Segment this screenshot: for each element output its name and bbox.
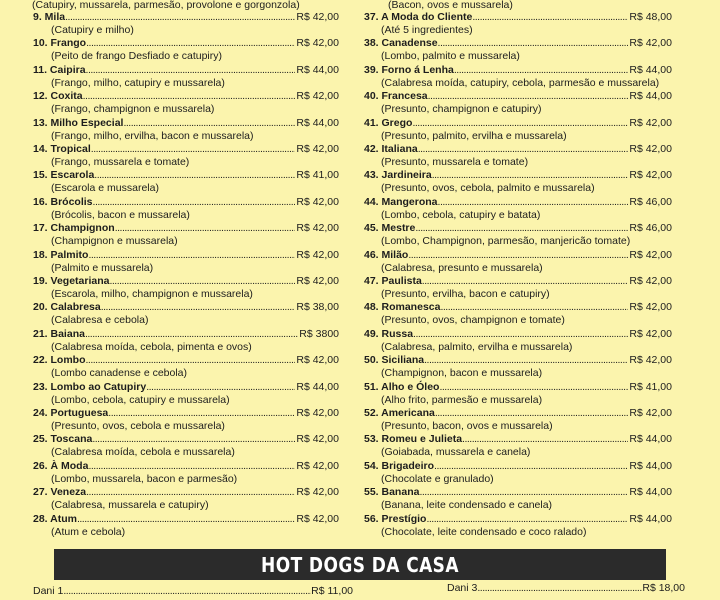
menu-item [33, 11, 339, 24]
hotdog-item [447, 581, 685, 595]
item-description: (Banana, leite condensado e canela) [381, 499, 553, 512]
item-description: (Frango, milho, catupiry e mussarela) [51, 76, 225, 89]
leader-dots [92, 433, 295, 446]
item-price: R$ 44,00 [629, 459, 672, 472]
item-name: 20. Calabresa [33, 301, 101, 314]
menu-item [33, 37, 339, 50]
hotdog-price: R$ 11,00 [311, 585, 353, 597]
item-description: (Frango, champignon e mussarela) [51, 103, 215, 116]
item-name: 15. Escarola [33, 169, 95, 182]
leader-dots [422, 275, 629, 288]
leader-dots [85, 328, 298, 341]
menu-item [364, 275, 672, 288]
menu-item [364, 354, 672, 367]
item-name: 12. Coxita [33, 90, 83, 103]
leader-dots [101, 301, 296, 314]
item-description: (Presunto, bacon, ovos e mussarela) [381, 420, 553, 432]
leader-dots [123, 117, 295, 130]
item-description: (Calabresa, mussarela e catupiry) [51, 499, 209, 512]
item-description: (Calabresa, palmito, ervilha e mussarela) [381, 340, 573, 353]
leader-dots [65, 11, 295, 24]
leader-dots [477, 581, 642, 595]
item-price: R$ 44,00 [296, 63, 339, 76]
item-name: 26. À Moda [33, 459, 89, 472]
leader-dots [426, 513, 628, 526]
item-description: (Champignon, bacon e mussarela) [381, 367, 543, 380]
item-price: R$ 41,00 [296, 169, 339, 182]
menu-item [364, 37, 672, 50]
section-banner [54, 549, 666, 580]
item-price: R$ 44,00 [629, 433, 672, 446]
menu-item [364, 486, 672, 499]
item-name: 45. Mestre [364, 222, 416, 235]
item-name: 48. Romanesca [364, 301, 441, 314]
item-description: (Presunto, mussarela e tomate) [381, 156, 529, 168]
menu-item [364, 143, 672, 156]
item-name: 44. Mangerona [364, 195, 438, 208]
leader-dots [435, 407, 629, 420]
item-description: (Escarola e mussarela) [51, 182, 159, 195]
leader-dots [91, 143, 296, 156]
menu-item [364, 301, 672, 314]
item-name: 47. Paulista [364, 275, 422, 287]
item-description: (Lombo, mussarela, bacon e parmesão) [51, 472, 238, 485]
item-name: 27. Veneza [33, 486, 87, 499]
menu-item [33, 328, 339, 341]
hotdog-name: Dani 3 [447, 582, 478, 594]
item-name: 40. Francesa [364, 90, 428, 103]
menu-item [33, 90, 339, 103]
leader-dots [115, 222, 296, 235]
item-price: R$ 42,00 [629, 301, 672, 314]
item-price: R$ 42,00 [629, 116, 672, 129]
item-price: R$ 42,00 [296, 459, 339, 472]
leader-dots [472, 11, 628, 24]
menu-item [33, 433, 339, 446]
menu-item [364, 90, 672, 103]
hotdog-price: R$ 18,00 [642, 582, 685, 594]
item-description: (Goiabada, mussarela e canela) [381, 446, 531, 459]
item-name: 39. Forno á Lenha [364, 63, 454, 76]
item-name: 55. Banana [364, 486, 420, 499]
menu-item [364, 407, 672, 420]
item-name: 52. Americana [364, 407, 435, 419]
menu-item [33, 249, 339, 262]
menu-item [33, 486, 339, 499]
item-description: (Palmito e mussarela) [51, 261, 154, 274]
leader-dots [432, 169, 629, 182]
item-name: 37. A Moda do Cliente [364, 11, 473, 23]
leader-dots [413, 328, 628, 341]
leader-dots [63, 584, 311, 598]
item-price: R$ 46,00 [629, 222, 672, 235]
item-name: 42. Italiana [364, 143, 418, 155]
hotdog-item [33, 584, 353, 598]
item-price: R$ 42,00 [296, 11, 339, 23]
item-description: (Presunto, ovos, cebola, palmito e mussarela) [381, 182, 595, 195]
item-description: (Lombo, cebola, catupiry e mussarela) [51, 393, 230, 406]
menu-item [364, 460, 672, 473]
item-description: (Presunto, ovos, champignon e tomate) [381, 314, 565, 327]
menu-item [33, 222, 339, 235]
item-price: R$ 42,00 [296, 195, 339, 208]
leader-dots [440, 301, 628, 314]
menu-item [33, 196, 339, 209]
item-name: 11. Caipira [33, 63, 86, 76]
menu-item [364, 196, 672, 209]
item-description: (Presunto, ervilha, bacon e catupiry) [381, 288, 550, 300]
item-description: (Calabresa e cebola) [51, 314, 149, 327]
item-price: R$ 42,00 [296, 37, 339, 50]
item-price: R$ 42,00 [296, 512, 339, 525]
item-price: R$ 44,00 [296, 116, 339, 129]
item-description: (Champignon e mussarela) [51, 235, 178, 248]
menu-item [364, 433, 672, 446]
item-description: (Calabresa, presunto e mussarela) [381, 261, 543, 274]
item-name: 51. Alho e Óleo [364, 380, 440, 393]
menu-item [33, 460, 339, 473]
item-description: (Calabresa moída, cebola e mussarela) [51, 446, 235, 459]
item-price: R$ 44,00 [629, 63, 672, 76]
leader-dots [454, 64, 629, 77]
item-name: 17. Champignon [33, 222, 115, 235]
item-price: R$ 46,00 [629, 195, 672, 208]
item-name: 28. Atum [33, 512, 77, 525]
menu-item [364, 64, 672, 77]
leader-dots [412, 117, 628, 130]
leader-dots [415, 222, 628, 235]
item-price: R$ 42,00 [629, 248, 672, 261]
item-description: (Peito de frango Desfiado e catupiry) [51, 50, 223, 63]
leader-dots [462, 433, 628, 446]
item-description: (Lombo canadense e cebola) [51, 367, 188, 380]
leader-dots [438, 37, 629, 50]
leader-dots [439, 381, 628, 394]
right-top-description: (Bacon, ovos e mussarela) [388, 0, 513, 11]
leader-dots [434, 460, 628, 473]
item-description: (Calabresa moída, catupiry, cebola, parmesão e mussarela) [381, 76, 660, 89]
menu-item [33, 354, 339, 367]
item-description: (Lombo, palmito e mussarela) [381, 50, 520, 63]
menu-item [364, 328, 672, 341]
item-name: 25. Toscana [33, 433, 93, 446]
item-price: R$ 42,00 [629, 169, 672, 182]
item-name: 18. Palmito [33, 248, 89, 261]
menu-item [364, 117, 672, 130]
item-description: (Frango, milho, ervilha, bacon e mussarela) [51, 129, 254, 142]
item-price: R$ 42,00 [296, 143, 339, 155]
item-description: (Até 5 ingredientes) [381, 24, 473, 36]
leader-dots [83, 90, 296, 103]
item-price: R$ 42,00 [296, 354, 339, 367]
item-description: (Presunto, ovos, cebola e mussarela) [51, 420, 225, 432]
item-price: R$ 42,00 [296, 486, 339, 499]
menu-item [364, 513, 672, 526]
item-price: R$ 42,00 [296, 222, 339, 235]
leader-dots [109, 275, 295, 288]
item-price: R$ 44,00 [629, 90, 672, 103]
menu-item [33, 117, 339, 130]
item-description: (Lombo, Champignon, parmesão, manjericão tomate) [381, 235, 631, 248]
left-top-description: (Catupiry, mussarela, parmesão, provolone e gorgonzola) [32, 0, 300, 11]
item-price: R$ 44,00 [296, 380, 339, 393]
item-name: 10. Frango [33, 37, 87, 50]
item-price: R$ 42,00 [296, 407, 339, 419]
item-price: R$ 42,00 [296, 248, 339, 261]
leader-dots [424, 354, 628, 367]
item-name: 53. Romeu e Julieta [364, 433, 463, 446]
item-price: R$ 42,00 [629, 275, 672, 287]
leader-dots [419, 486, 628, 499]
item-description: (Alho frito, parmesão e mussarela) [381, 393, 543, 406]
leader-dots [94, 169, 295, 182]
item-price: R$ 42,00 [629, 327, 672, 340]
hotdog-name: Dani 1 [33, 585, 64, 597]
item-description: (Presunto, palmito, ervilha e mussarela) [381, 129, 567, 142]
item-name: 22. Lombo [33, 354, 86, 367]
menu-item [33, 64, 339, 77]
item-description: (Lombo, cebola, catupiry e batata) [381, 208, 541, 221]
leader-dots [146, 381, 295, 394]
leader-dots [88, 460, 295, 473]
item-price: R$ 44,00 [629, 486, 672, 499]
item-price: R$ 42,00 [296, 275, 339, 287]
item-name: 56. Prestígio [364, 512, 427, 525]
item-description: (Escarola, milho, champignon e mussarela) [51, 288, 253, 300]
leader-dots [108, 407, 295, 420]
leader-dots [93, 196, 296, 209]
item-price: R$ 42,00 [296, 90, 339, 103]
item-price: R$ 42,00 [296, 433, 339, 446]
menu-item [364, 11, 672, 24]
leader-dots [77, 513, 295, 526]
menu-item [33, 169, 339, 182]
menu-item [364, 381, 672, 394]
section-title: HOT DOGS DA CASA [261, 552, 459, 577]
item-description: (Calabresa moída, cebola, pimenta e ovos) [51, 340, 252, 353]
item-price: R$ 48,00 [629, 11, 672, 23]
menu-item [364, 222, 672, 235]
item-price: R$ 3800 [299, 327, 339, 340]
item-name: 49. Russa [364, 327, 414, 340]
leader-dots [86, 37, 295, 50]
menu-item [33, 381, 339, 394]
menu-item [364, 169, 672, 182]
menu-item [33, 407, 339, 420]
menu-item [33, 143, 339, 156]
item-name: 19. Vegetariana [33, 275, 110, 287]
leader-dots [86, 354, 296, 367]
item-name: 43. Jardineira [364, 169, 432, 182]
item-name: 14. Tropical [33, 143, 91, 155]
item-price: R$ 42,00 [629, 143, 672, 155]
item-price: R$ 44,00 [629, 512, 672, 525]
item-description: (Brócolis, bacon e mussarela) [51, 208, 190, 221]
leader-dots [88, 249, 295, 262]
item-price: R$ 38,00 [296, 301, 339, 314]
leader-dots [408, 249, 628, 262]
item-price: R$ 42,00 [629, 407, 672, 419]
item-name: 13. Milho Especial [33, 116, 124, 129]
item-name: 46. Milão [364, 248, 409, 261]
menu-item [33, 513, 339, 526]
leader-dots [86, 486, 295, 499]
leader-dots [418, 143, 629, 156]
item-name: 54. Brigadeiro [364, 459, 435, 472]
item-name: 16. Brócolis [33, 195, 93, 208]
item-description: (Presunto, champignon e catupiry) [381, 103, 542, 116]
item-price: R$ 42,00 [629, 354, 672, 367]
item-name: 50. Siciliana [364, 354, 425, 367]
item-price: R$ 42,00 [629, 37, 672, 50]
leader-dots [438, 196, 629, 209]
item-description: (Atum e cebola) [51, 525, 126, 538]
item-name: 21. Baiana [33, 327, 85, 340]
item-description: (Catupiry e milho) [51, 24, 134, 36]
item-name: 24. Portuguesa [33, 407, 109, 419]
menu-item [33, 301, 339, 314]
item-name: 41. Grego [364, 116, 413, 129]
item-price: R$ 41,00 [629, 380, 672, 393]
item-description: (Chocolate e granulado) [381, 472, 494, 485]
menu-item [33, 275, 339, 288]
menu-item [364, 249, 672, 262]
item-description: (Frango, mussarela e tomate) [51, 156, 190, 168]
item-name: 9. Mila [33, 11, 66, 23]
leader-dots [428, 90, 629, 103]
leader-dots [86, 64, 296, 77]
item-name: 38. Canadense [364, 37, 438, 50]
item-description: (Chocolate, leite condensado e coco ralado) [381, 525, 587, 538]
item-name: 23. Lombo ao Catupiry [33, 380, 147, 393]
